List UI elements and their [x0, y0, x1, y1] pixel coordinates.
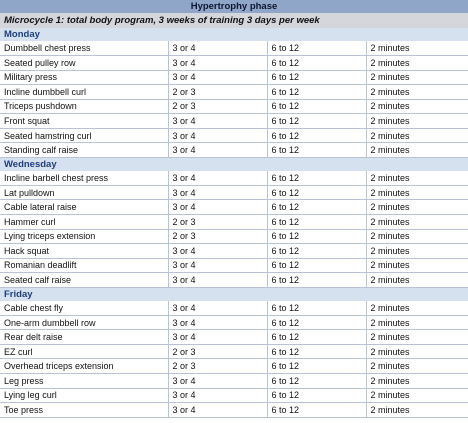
sets-cell: 3 or 4 — [168, 143, 267, 158]
table-row — [0, 330, 468, 345]
reps-cell: 6 to 12 — [267, 128, 366, 143]
day-table-wednesday — [0, 171, 468, 288]
sets-cell: 3 or 4 — [168, 301, 267, 316]
sets-cell: 3 or 4 — [168, 315, 267, 330]
reps-cell: 6 to 12 — [267, 359, 366, 374]
sets-cell: 2 or 3 — [168, 229, 267, 244]
rest-cell: 2 minutes — [366, 215, 468, 230]
table-row — [0, 171, 468, 186]
table-row — [0, 41, 468, 56]
table-title: Hypertrophy phase — [0, 0, 468, 13]
table-row — [0, 301, 468, 316]
rest-cell: 2 minutes — [366, 315, 468, 330]
exercise-cell: Lying leg curl — [0, 388, 168, 403]
exercise-cell: Hack squat — [0, 244, 168, 259]
sets-cell: 3 or 4 — [168, 171, 267, 186]
exercise-cell: Dumbbell chest press — [0, 41, 168, 56]
reps-cell: 6 to 12 — [267, 388, 366, 403]
table-row — [0, 373, 468, 388]
exercise-cell: Toe press — [0, 403, 168, 418]
reps-cell: 6 to 12 — [267, 99, 366, 114]
exercise-cell: Seated hamstring curl — [0, 128, 168, 143]
reps-cell: 6 to 12 — [267, 273, 366, 288]
table-row — [0, 244, 468, 259]
sets-cell: 3 or 4 — [168, 244, 267, 259]
reps-cell: 6 to 12 — [267, 403, 366, 418]
table-row — [0, 403, 468, 418]
rest-cell: 2 minutes — [366, 99, 468, 114]
sets-cell: 3 or 4 — [168, 41, 267, 56]
rest-cell: 2 minutes — [366, 200, 468, 215]
exercise-cell: Lat pulldown — [0, 185, 168, 200]
rest-cell: 2 minutes — [366, 388, 468, 403]
table-row — [0, 229, 468, 244]
exercise-cell: EZ curl — [0, 344, 168, 359]
reps-cell: 6 to 12 — [267, 301, 366, 316]
reps-cell: 6 to 12 — [267, 330, 366, 345]
sets-cell: 3 or 4 — [168, 273, 267, 288]
table-row — [0, 114, 468, 129]
exercise-cell: Cable chest fly — [0, 301, 168, 316]
rest-cell: 2 minutes — [366, 359, 468, 374]
reps-cell: 6 to 12 — [267, 244, 366, 259]
reps-cell: 6 to 12 — [267, 315, 366, 330]
reps-cell: 6 to 12 — [267, 344, 366, 359]
rest-cell: 2 minutes — [366, 171, 468, 186]
table-row — [0, 359, 468, 374]
rest-cell: 2 minutes — [366, 373, 468, 388]
table-row — [0, 388, 468, 403]
exercise-cell: Military press — [0, 70, 168, 85]
exercise-cell: Incline barbell chest press — [0, 171, 168, 186]
reps-cell: 6 to 12 — [267, 258, 366, 273]
day-table-monday — [0, 41, 468, 158]
sets-cell: 2 or 3 — [168, 359, 267, 374]
exercise-cell: Standing calf raise — [0, 143, 168, 158]
rest-cell: 2 minutes — [366, 128, 468, 143]
reps-cell: 6 to 12 — [267, 114, 366, 129]
rest-cell: 2 minutes — [366, 41, 468, 56]
exercise-cell: Romanian deadlift — [0, 258, 168, 273]
table-row — [0, 315, 468, 330]
exercise-cell: Seated pulley row — [0, 56, 168, 71]
reps-cell: 6 to 12 — [267, 143, 366, 158]
exercise-cell: Rear delt raise — [0, 330, 168, 345]
sets-cell: 2 or 3 — [168, 215, 267, 230]
rest-cell: 2 minutes — [366, 70, 468, 85]
exercise-cell: Incline dumbbell curl — [0, 85, 168, 100]
sets-cell: 3 or 4 — [168, 403, 267, 418]
table-row — [0, 99, 468, 114]
reps-cell: 6 to 12 — [267, 373, 366, 388]
exercise-cell: Lying triceps extension — [0, 229, 168, 244]
reps-cell: 6 to 12 — [267, 185, 366, 200]
exercise-cell: Overhead triceps extension — [0, 359, 168, 374]
table-row — [0, 70, 468, 85]
exercise-cell: Cable lateral raise — [0, 200, 168, 215]
sets-cell: 3 or 4 — [168, 128, 267, 143]
day-header-wednesday: Wednesday — [0, 158, 468, 171]
sets-cell: 3 or 4 — [168, 114, 267, 129]
sets-cell: 3 or 4 — [168, 70, 267, 85]
rest-cell: 2 minutes — [366, 301, 468, 316]
table-row — [0, 344, 468, 359]
rest-cell: 2 minutes — [366, 56, 468, 71]
table-row — [0, 56, 468, 71]
rest-cell: 2 minutes — [366, 244, 468, 259]
table-row — [0, 143, 468, 158]
reps-cell: 6 to 12 — [267, 85, 366, 100]
rest-cell: 2 minutes — [366, 273, 468, 288]
table-subtitle: Microcycle 1: total body program, 3 weeks of training 3 days per week — [0, 13, 468, 28]
table-row — [0, 200, 468, 215]
reps-cell: 6 to 12 — [267, 215, 366, 230]
sets-cell: 2 or 3 — [168, 85, 267, 100]
rest-cell: 2 minutes — [366, 85, 468, 100]
sets-cell: 3 or 4 — [168, 185, 267, 200]
day-header-monday: Monday — [0, 28, 468, 41]
sets-cell: 3 or 4 — [168, 373, 267, 388]
rest-cell: 2 minutes — [366, 114, 468, 129]
sets-cell: 2 or 3 — [168, 99, 267, 114]
reps-cell: 6 to 12 — [267, 56, 366, 71]
rest-cell: 2 minutes — [366, 403, 468, 418]
reps-cell: 6 to 12 — [267, 229, 366, 244]
rest-cell: 2 minutes — [366, 258, 468, 273]
sets-cell: 3 or 4 — [168, 56, 267, 71]
exercise-cell: Triceps pushdown — [0, 99, 168, 114]
table-row — [0, 128, 468, 143]
rest-cell: 2 minutes — [366, 229, 468, 244]
exercise-cell: One-arm dumbbell row — [0, 315, 168, 330]
rest-cell: 2 minutes — [366, 185, 468, 200]
sets-cell: 3 or 4 — [168, 330, 267, 345]
table-row — [0, 85, 468, 100]
reps-cell: 6 to 12 — [267, 200, 366, 215]
table-row — [0, 215, 468, 230]
sets-cell: 3 or 4 — [168, 200, 267, 215]
rest-cell: 2 minutes — [366, 143, 468, 158]
exercise-cell: Hammer curl — [0, 215, 168, 230]
rest-cell: 2 minutes — [366, 330, 468, 345]
day-table-friday — [0, 301, 468, 418]
exercise-cell: Leg press — [0, 373, 168, 388]
reps-cell: 6 to 12 — [267, 171, 366, 186]
table-row — [0, 258, 468, 273]
sets-cell: 3 or 4 — [168, 388, 267, 403]
reps-cell: 6 to 12 — [267, 70, 366, 85]
day-header-friday: Friday — [0, 288, 468, 301]
sets-cell: 2 or 3 — [168, 344, 267, 359]
reps-cell: 6 to 12 — [267, 41, 366, 56]
rest-cell: 2 minutes — [366, 344, 468, 359]
exercise-cell: Seated calf raise — [0, 273, 168, 288]
table-row — [0, 185, 468, 200]
sets-cell: 3 or 4 — [168, 258, 267, 273]
exercise-cell: Front squat — [0, 114, 168, 129]
table-row — [0, 273, 468, 288]
